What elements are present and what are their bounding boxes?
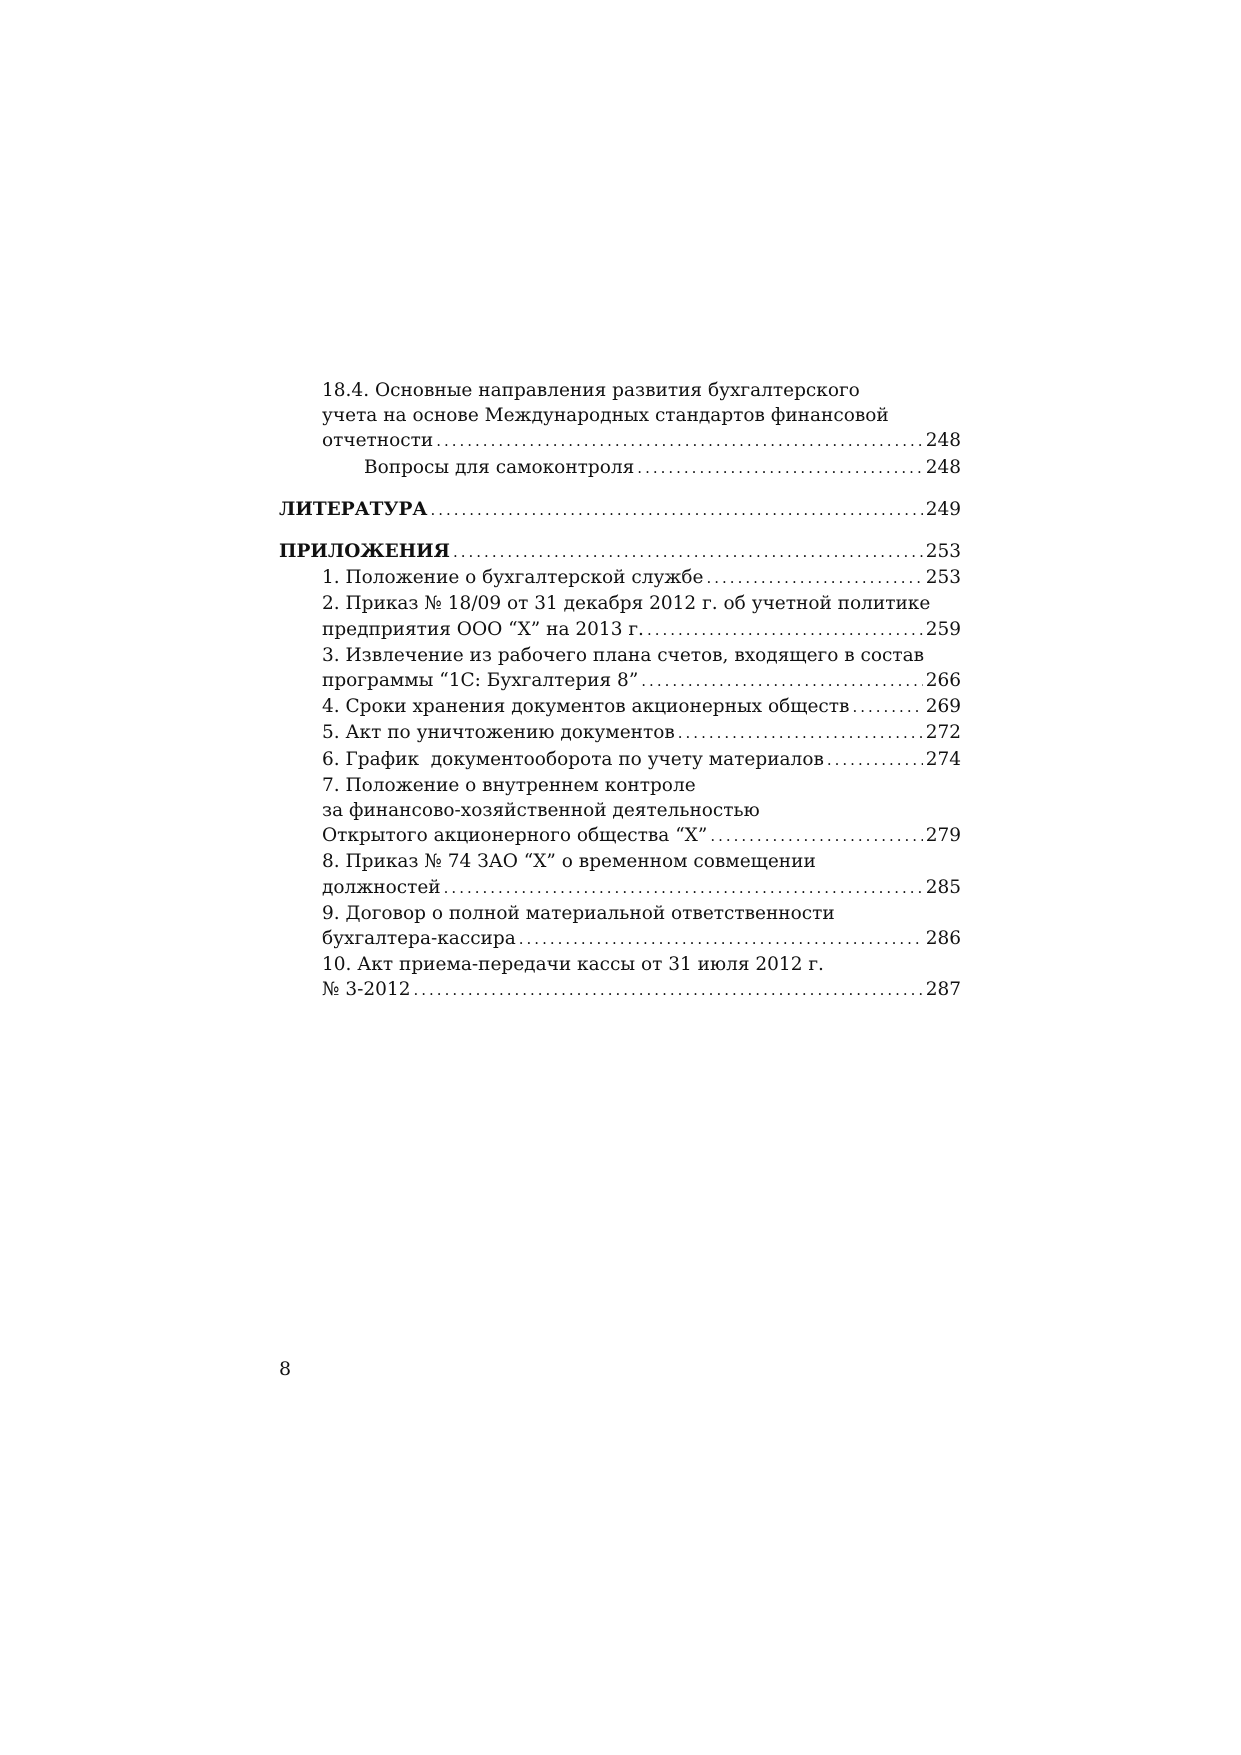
dot-leader bbox=[647, 618, 923, 643]
toc-entry-text: 3. Извлечение из рабочего плана счетов, входящего в состав bbox=[322, 644, 925, 666]
dot-leader bbox=[436, 429, 923, 454]
toc-entry-text: программы “1С: Бухгалтерия 8” bbox=[322, 670, 639, 692]
dot-leader bbox=[637, 456, 922, 481]
toc-entry-text: 6. График документооборота по учету материалов bbox=[322, 748, 824, 770]
toc-entry-18-4 bbox=[279, 378, 961, 455]
dot-leader bbox=[710, 824, 922, 849]
toc-entry-text: бухгалтера-кассира bbox=[322, 928, 516, 950]
toc-entry-text: 4. Сроки хранения документов акционерных обществ bbox=[322, 696, 850, 718]
toc-entry-questions bbox=[279, 455, 961, 481]
toc-page-number: 248 bbox=[925, 430, 961, 452]
toc-entry-text: 18.4. Основные направления развития бухгалтерского bbox=[322, 380, 860, 401]
toc-entry-text: 10. Акт приема-передачи кассы от 31 июля 2012 г. bbox=[322, 954, 824, 976]
toc-entry-appendix-4 bbox=[279, 694, 961, 720]
toc-page-number: 249 bbox=[925, 498, 961, 520]
toc-page-number: 253 bbox=[925, 567, 961, 589]
toc-entry-text: 5. Акт по уничтожению документов bbox=[322, 722, 675, 744]
toc-page-number: 286 bbox=[925, 928, 961, 950]
toc-heading-text: ПРИЛОЖЕНИЯ bbox=[279, 541, 450, 563]
toc-page-number: 248 bbox=[925, 456, 961, 478]
toc-page-number: 269 bbox=[925, 696, 961, 718]
toc-entry-text: № 3-2012 bbox=[322, 979, 411, 1001]
toc-heading-text: ЛИТЕРАТУРА bbox=[279, 498, 428, 520]
dot-leader bbox=[827, 748, 923, 773]
dot-leader bbox=[852, 695, 922, 720]
dot-leader bbox=[444, 876, 923, 901]
dot-leader bbox=[430, 498, 922, 523]
toc-entry-text: учета на основе Международных стандартов финансовой bbox=[322, 405, 889, 427]
toc-entry-text: 2. Приказ № 18/09 от 31 декабря 2012 г. об учетной политике bbox=[322, 593, 931, 615]
dot-leader bbox=[519, 927, 923, 952]
table-of-contents bbox=[279, 378, 961, 1004]
dot-leader bbox=[414, 978, 923, 1003]
toc-page-number: 279 bbox=[925, 825, 961, 847]
toc-entry-appendix-10 bbox=[279, 952, 961, 1003]
toc-entry-text: должностей bbox=[322, 876, 441, 898]
toc-entry-appendix-1 bbox=[279, 565, 961, 591]
toc-heading-appendices bbox=[279, 539, 961, 565]
toc-entry-text: 7. Положение о внутреннем контроле bbox=[322, 774, 696, 796]
dot-leader bbox=[453, 540, 923, 565]
toc-page-number: 253 bbox=[925, 541, 961, 563]
toc-entry-appendix-3 bbox=[279, 643, 961, 694]
page-number: 8 bbox=[279, 1358, 292, 1380]
dot-leader bbox=[678, 721, 923, 746]
toc-entry-text: отчетности bbox=[322, 430, 434, 452]
toc-entry-appendix-9 bbox=[279, 901, 961, 952]
toc-entry-text: Вопросы для самоконтроля bbox=[364, 456, 635, 478]
toc-entry-appendix-6 bbox=[279, 747, 961, 773]
toc-entry-text: 9. Договор о полной материальной ответственности bbox=[322, 902, 835, 924]
toc-entry-appendix-7 bbox=[279, 773, 961, 850]
toc-heading-literature bbox=[279, 497, 961, 523]
toc-entry-text: предприятия ООО “X” на 2013 г. bbox=[322, 618, 644, 640]
toc-entry-appendix-8 bbox=[279, 849, 961, 900]
toc-page-number: 285 bbox=[925, 876, 961, 898]
dot-leader bbox=[641, 669, 922, 694]
toc-page-number: 287 bbox=[925, 979, 961, 1001]
toc-page-number: 274 bbox=[925, 748, 961, 770]
toc-entry-text: 8. Приказ № 74 ЗАО “X” о временном совмещении bbox=[322, 851, 816, 873]
dot-leader bbox=[707, 566, 923, 591]
toc-entry-text: 1. Положение о бухгалтерской службе bbox=[322, 567, 704, 589]
toc-entry-text: за финансово-хозяйственной деятельностью bbox=[322, 800, 760, 822]
toc-page-number: 266 bbox=[925, 670, 961, 692]
toc-page-number: 272 bbox=[925, 722, 961, 744]
toc-entry-appendix-5 bbox=[279, 720, 961, 746]
toc-page-number: 259 bbox=[925, 618, 961, 640]
toc-entry-text: Открытого акционерного общества “X” bbox=[322, 825, 708, 847]
toc-entry-appendix-2 bbox=[279, 591, 961, 642]
